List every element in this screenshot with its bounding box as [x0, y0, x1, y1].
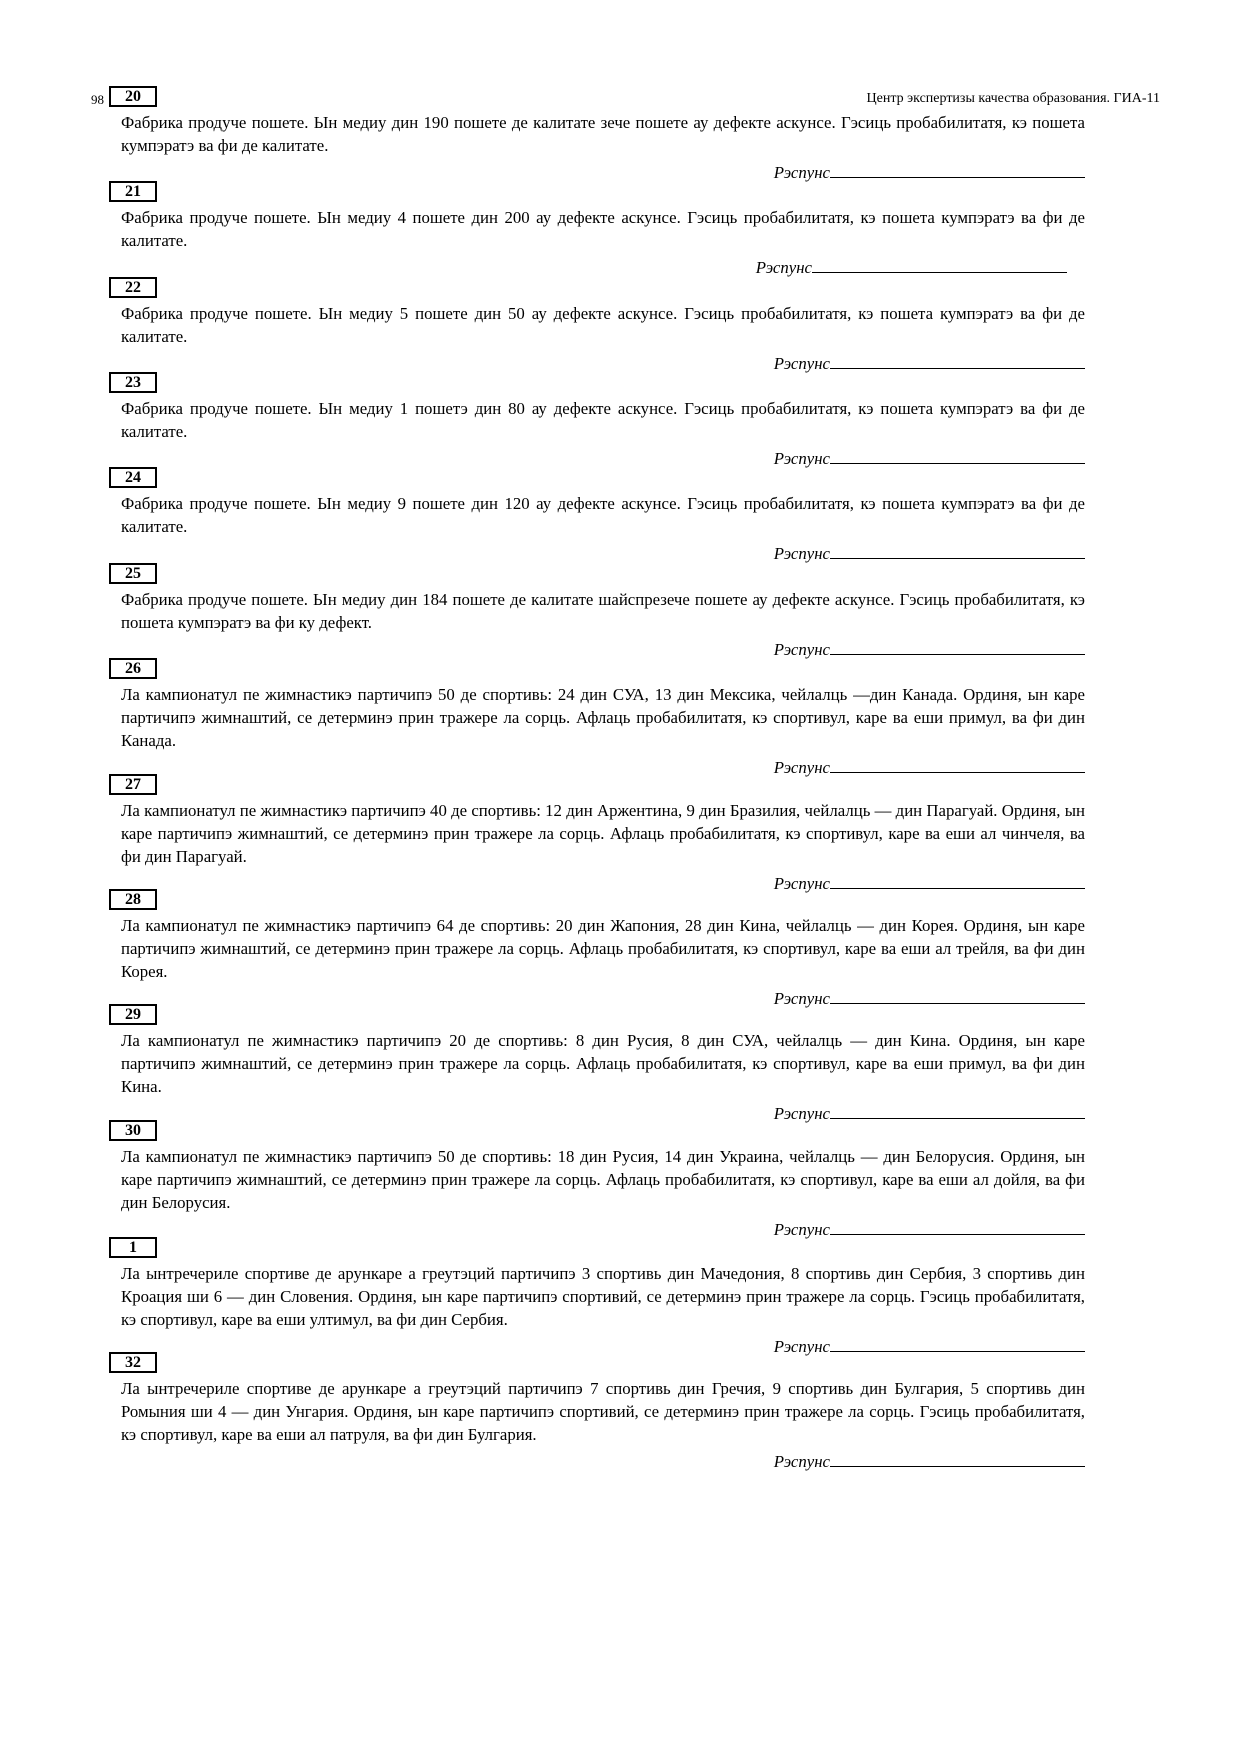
problem-item [121, 1120, 1085, 1240]
answer-line [121, 351, 1085, 374]
answer-label: Рэспунс [773, 1220, 830, 1239]
problem-number: 1 [109, 1237, 157, 1258]
answer-line [121, 1449, 1085, 1472]
problem-item [121, 1004, 1085, 1124]
problem-number: 24 [109, 467, 157, 488]
answer-field[interactable] [812, 255, 1067, 273]
answer-label: Рэспунс [773, 449, 830, 468]
header-title: Центр экспертизы качества образования. ГИА-11 [866, 91, 1160, 106]
answer-field[interactable] [830, 871, 1085, 889]
problem-text: Ла кампионатул пе жимнастикэ партичипэ 50 де спортивь: 18 дин Русия, 14 дин Украина, чейлалць — дин Белорусия. Ординя, ын каре партичипэ жимнаштий, се детерминэ прин тражере ла сорць. Афлаць пробабилитатя, кэ спортивул, каре ва еши ал дойля, ва фи дин Белорусия. [121, 1147, 1085, 1212]
answer-label: Рэспунс [773, 544, 830, 563]
answer-field[interactable] [830, 1217, 1085, 1235]
problem-text: Фабрика продуче пошете. Ын медиу дин 184 пошете де калитате шайспрезече пошете ау дефекте аскунсе. Гэсиць пробабилитатя, кэ пошета кумпэратэ ва фи ку дефект. [121, 590, 1085, 632]
problem-text: Фабрика продуче пошете. Ын медиу дин 190 пошете де калитате зече пошете ау дефекте аскунсе. Гэсиць пробабилитатя, кэ пошета кумпэратэ ва фи де калитате. [121, 113, 1085, 155]
problem-text: Ла кампионатул пе жимнастикэ партичипэ 64 де спортивь: 20 дин Жапония, 28 дин Кина, чейлалць — дин Корея. Ординя, ын каре партичипэ жимнаштий, се детерминэ прин тражере ла сорць. Афлаць пробабилитатя, кэ спортивул, каре ва еши ал трейля, ва фи дин Корея. [121, 916, 1085, 981]
answer-label: Рэспунс [773, 1452, 830, 1471]
answer-line [121, 160, 1085, 183]
problem-number: 23 [109, 372, 157, 393]
problem-item [121, 774, 1085, 894]
problem-number: 32 [109, 1352, 157, 1373]
problem-number: 25 [109, 563, 157, 584]
problem-number: 27 [109, 774, 157, 795]
problem-text: Ла кампионатул пе жимнастикэ партичипэ 20 де спортивь: 8 дин Русия, 8 дин СУА, чейлалць — дин Кина. Ординя, ын каре партичипэ жимнаштий, се детерминэ прин тражере ла сорць. Афлаць пробабилитатя, кэ спортивул, каре ва еши примул, ва фи дин Кина. [121, 1031, 1085, 1096]
answer-line [121, 541, 1085, 564]
answer-label: Рэспунс [773, 758, 830, 777]
problem-item [121, 563, 1085, 660]
problem-item [121, 1352, 1085, 1472]
problem-text: Фабрика продуче пошете. Ын медиу 5 пошете дин 50 ау дефекте аскунсе. Гэсиць пробабилитатя, кэ пошета кумпэратэ ва фи де калитате. [121, 304, 1085, 346]
answer-line [121, 637, 1085, 660]
problem-item [121, 277, 1085, 374]
answer-field[interactable] [830, 1334, 1085, 1352]
answer-field[interactable] [830, 351, 1085, 369]
problem-text: Фабрика продуче пошете. Ын медиу 4 пошете дин 200 ау дефекте аскунсе. Гэсиць пробабилитатя, кэ пошета кумпэратэ ва фи де калитате. [121, 208, 1085, 250]
answer-field[interactable] [830, 986, 1085, 1004]
problem-item [121, 1237, 1085, 1357]
answer-field[interactable] [830, 446, 1085, 464]
answer-label: Рэспунс [773, 163, 830, 182]
problem-item [121, 86, 1085, 183]
answer-field[interactable] [830, 1449, 1085, 1467]
answer-field[interactable] [830, 160, 1085, 178]
answer-label: Рэспунс [755, 258, 812, 277]
answer-field[interactable] [830, 1101, 1085, 1119]
problem-text: Фабрика продуче пошете. Ын медиу 9 пошете дин 120 ау дефекте аскунсе. Гэсиць пробабилитатя, кэ пошета кумпэратэ ва фи де калитате. [121, 494, 1085, 536]
problem-number: 20 [109, 86, 157, 107]
problem-item [121, 467, 1085, 564]
answer-label: Рэспунс [773, 1337, 830, 1356]
page-number: 98 [91, 92, 104, 107]
answer-field[interactable] [830, 637, 1085, 655]
problem-text: Ла ынтречериле спортиве де арункаре а греутэций партичипэ 3 спортивь дин Мачедония, 8 спортивь дин Сербия, 3 спортивь дин Кроация ши 6 — дин Словения. Ординя, ын каре партичипэ спортивий, се детерминэ прин тражере ла сорць. Гэсиць пробабилитатя, кэ спортивул, каре ва еши ултимул, ва фи дин Сербия. [121, 1264, 1085, 1329]
problem-text: Ла кампионатул пе жимнастикэ партичипэ 40 де спортивь: 12 дин Аржентина, 9 дин Бразилия, чейлалць — дин Парагуай. Ординя, ын каре партичипэ жимнаштий, се детерминэ прин тражере ла сорць. Афлаць пробабилитатя, кэ спортивул, каре ва еши ал чинчеля, ва фи дин Парагуай. [121, 801, 1085, 866]
problem-number: 30 [109, 1120, 157, 1141]
problem-number: 22 [109, 277, 157, 298]
answer-line [121, 446, 1085, 469]
answer-label: Рэспунс [773, 874, 830, 893]
problem-item [121, 372, 1085, 469]
problem-number: 29 [109, 1004, 157, 1025]
answer-field[interactable] [830, 541, 1085, 559]
problem-number: 28 [109, 889, 157, 910]
answer-line [121, 255, 1067, 278]
problem-item [121, 889, 1085, 1009]
problem-text: Ла ынтречериле спортиве де арункаре а греутэций партичипэ 7 спортивь дин Гречия, 9 спортивь дин Булгария, 5 спортивь дин Ромыния ши 4 — дин Унгария. Ординя, ын каре партичипэ спортивий, се детерминэ прин тражере ла сорць. Гэсиць пробабилитатя, кэ спортивул, каре ва еши ал патруля, ва фи дин Булгария. [121, 1379, 1085, 1444]
answer-label: Рэспунс [773, 640, 830, 659]
problem-text: Фабрика продуче пошете. Ын медиу 1 пошетэ дин 80 ау дефекте аскунсе. Гэсиць пробабилитатя, кэ пошета кумпэратэ ва фи де калитате. [121, 399, 1085, 441]
answer-label: Рэспунс [773, 1104, 830, 1123]
answer-label: Рэспунс [773, 354, 830, 373]
problem-number: 21 [109, 181, 157, 202]
answer-field[interactable] [830, 755, 1085, 773]
answer-label: Рэспунс [773, 989, 830, 1008]
problem-number: 26 [109, 658, 157, 679]
problem-item [121, 181, 1085, 278]
problem-text: Ла кампионатул пе жимнастикэ партичипэ 50 де спортивь: 24 дин СУА, 13 дин Мексика, чейлалць —дин Канада. Ординя, ын каре партичипэ жимнаштий, се детерминэ прин тражере ла сорць. Афлаць пробабилитатя, кэ спортивул, каре ва еши примул, ва фи дин Канада. [121, 685, 1085, 750]
problem-item [121, 658, 1085, 778]
